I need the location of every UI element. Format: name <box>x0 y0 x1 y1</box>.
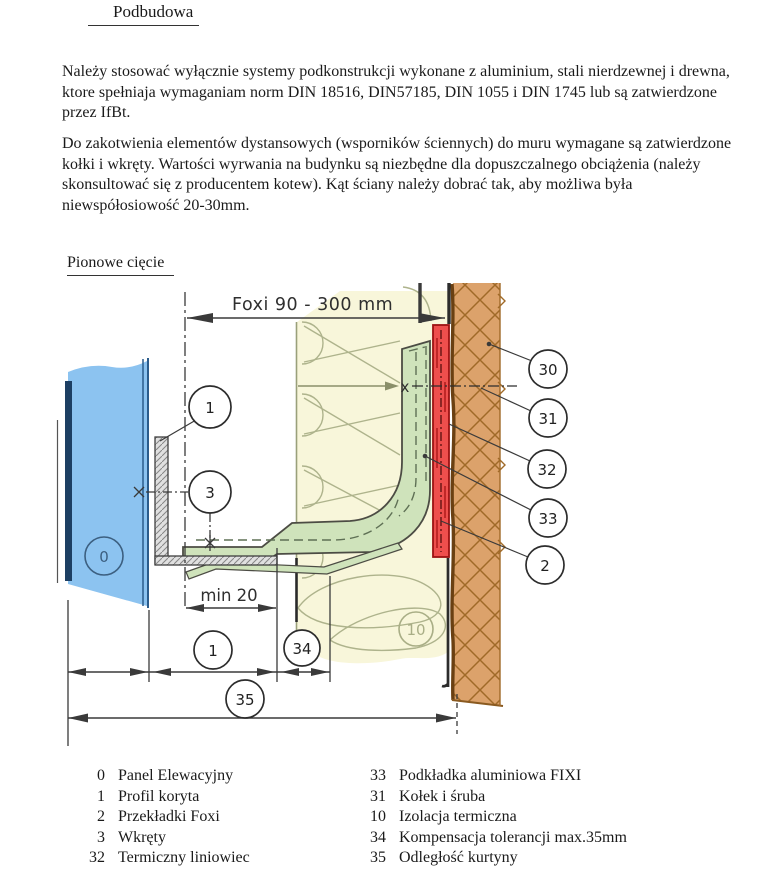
min20-dimension-label: min 20 <box>200 586 258 605</box>
callout-kolek <box>529 399 567 437</box>
legend-item <box>352 787 627 808</box>
page-title-text: Podbudowa <box>113 2 194 21</box>
profile-vertical-leg <box>155 437 168 564</box>
legend-label: Kołek i śruba <box>399 787 486 805</box>
text-line: kołki i wkręty. Wartości wyrwania na budynku są niezbędne dla dopuszczalnego obciążenia (należy <box>62 155 701 173</box>
legend-label: Izolacja termiczna <box>399 808 517 826</box>
axis-x-marker: x <box>400 378 410 396</box>
text-line: Należy stosować wyłącznie systemy podkonstrukcji wykonane z aluminium, stali nierdzewnej i drewna, <box>62 63 730 80</box>
svg-text:31: 31 <box>538 410 558 428</box>
profile-horizontal-leg <box>155 556 277 565</box>
legend-num: 32 <box>89 849 105 867</box>
svg-text:1: 1 <box>208 642 218 660</box>
svg-text:1: 1 <box>205 399 215 417</box>
legend-label: Panel Elewacyjny <box>118 767 234 784</box>
foxi-dimension-label: Foxi 90 - 300 mm <box>232 295 394 315</box>
text-line: skonsultować się z producentem kotew). Kąt ściany należy dobrać tak, aby możliwa była <box>62 176 633 194</box>
callout-przekladki <box>526 546 564 584</box>
text-line: ktore spełniaja wymaganiam norm DIN 18516, DIN57185, DIN 1055 i DIN 1745 lub są zatwierdzone <box>62 83 717 101</box>
legend-item <box>352 848 627 869</box>
legend-num: 3 <box>97 828 105 846</box>
svg-text:34: 34 <box>292 640 312 658</box>
svg-text:35: 35 <box>235 691 255 709</box>
legend-num: 31 <box>370 787 386 805</box>
legend-label: Termiczny liniowiec <box>118 849 250 867</box>
legend-num: 35 <box>370 849 386 867</box>
text-line: Do zakotwienia elementów dystansowych (wsporników ściennych) do muru wymagane są zatwierdzone <box>62 135 732 152</box>
legend-item <box>352 807 627 828</box>
leader-dot <box>487 342 492 347</box>
legend-item <box>80 828 250 849</box>
panel-left-edge <box>65 381 72 581</box>
facade-panel <box>58 358 149 608</box>
svg-text:33: 33 <box>538 510 558 528</box>
callout-odleglosc <box>226 680 264 718</box>
foxi-spacer-strip <box>433 325 449 557</box>
callout-kompensacja <box>284 630 320 666</box>
svg-text:3: 3 <box>205 484 215 502</box>
callout-profil-dim <box>194 631 232 669</box>
panel-body <box>68 361 147 606</box>
svg-text:2: 2 <box>540 557 550 575</box>
text-line: niewspółosiowość 20-30mm. <box>62 197 250 215</box>
callout-liniowiec <box>528 450 566 488</box>
legend-item <box>80 807 250 828</box>
callout-profil <box>189 386 231 428</box>
svg-text:0: 0 <box>99 548 109 566</box>
legend-item <box>80 766 250 787</box>
legend-num: 2 <box>97 808 105 826</box>
legend-num: 10 <box>370 808 386 826</box>
legend-num: 33 <box>370 767 386 784</box>
legend-num: 34 <box>370 828 386 846</box>
wall-left-edge <box>452 284 454 700</box>
legend-left-column <box>80 766 250 869</box>
legend-item <box>80 848 250 869</box>
svg-text:10: 10 <box>406 621 426 639</box>
callout-mur <box>529 350 567 388</box>
legend-item <box>352 766 627 787</box>
legend-label: Odległość kurtyny <box>399 849 518 867</box>
legend-label: Profil koryta <box>118 787 200 805</box>
legend-right-column <box>352 766 627 869</box>
svg-text:30: 30 <box>538 361 558 379</box>
callout-wkrety <box>189 471 231 513</box>
svg-text:32: 32 <box>537 461 557 479</box>
leader-dot <box>423 454 428 459</box>
callout-podkladka <box>529 499 567 537</box>
legend-label: Podkładka aluminiowa FIXI <box>399 767 582 784</box>
legend-label: Wkręty <box>118 828 166 846</box>
legend-label: Kompensacja tolerancji max.35mm <box>399 828 627 846</box>
legend-item <box>352 828 627 849</box>
text-line: przez IfBt. <box>62 104 131 122</box>
wall-crosshatch <box>453 283 500 706</box>
legend-num: 1 <box>97 787 105 805</box>
legend-label: Przekładki Foxi <box>118 808 220 826</box>
legend-num: 0 <box>97 767 105 784</box>
section-label-text: Pionowe cięcie <box>67 254 165 271</box>
legend-item <box>80 787 250 808</box>
